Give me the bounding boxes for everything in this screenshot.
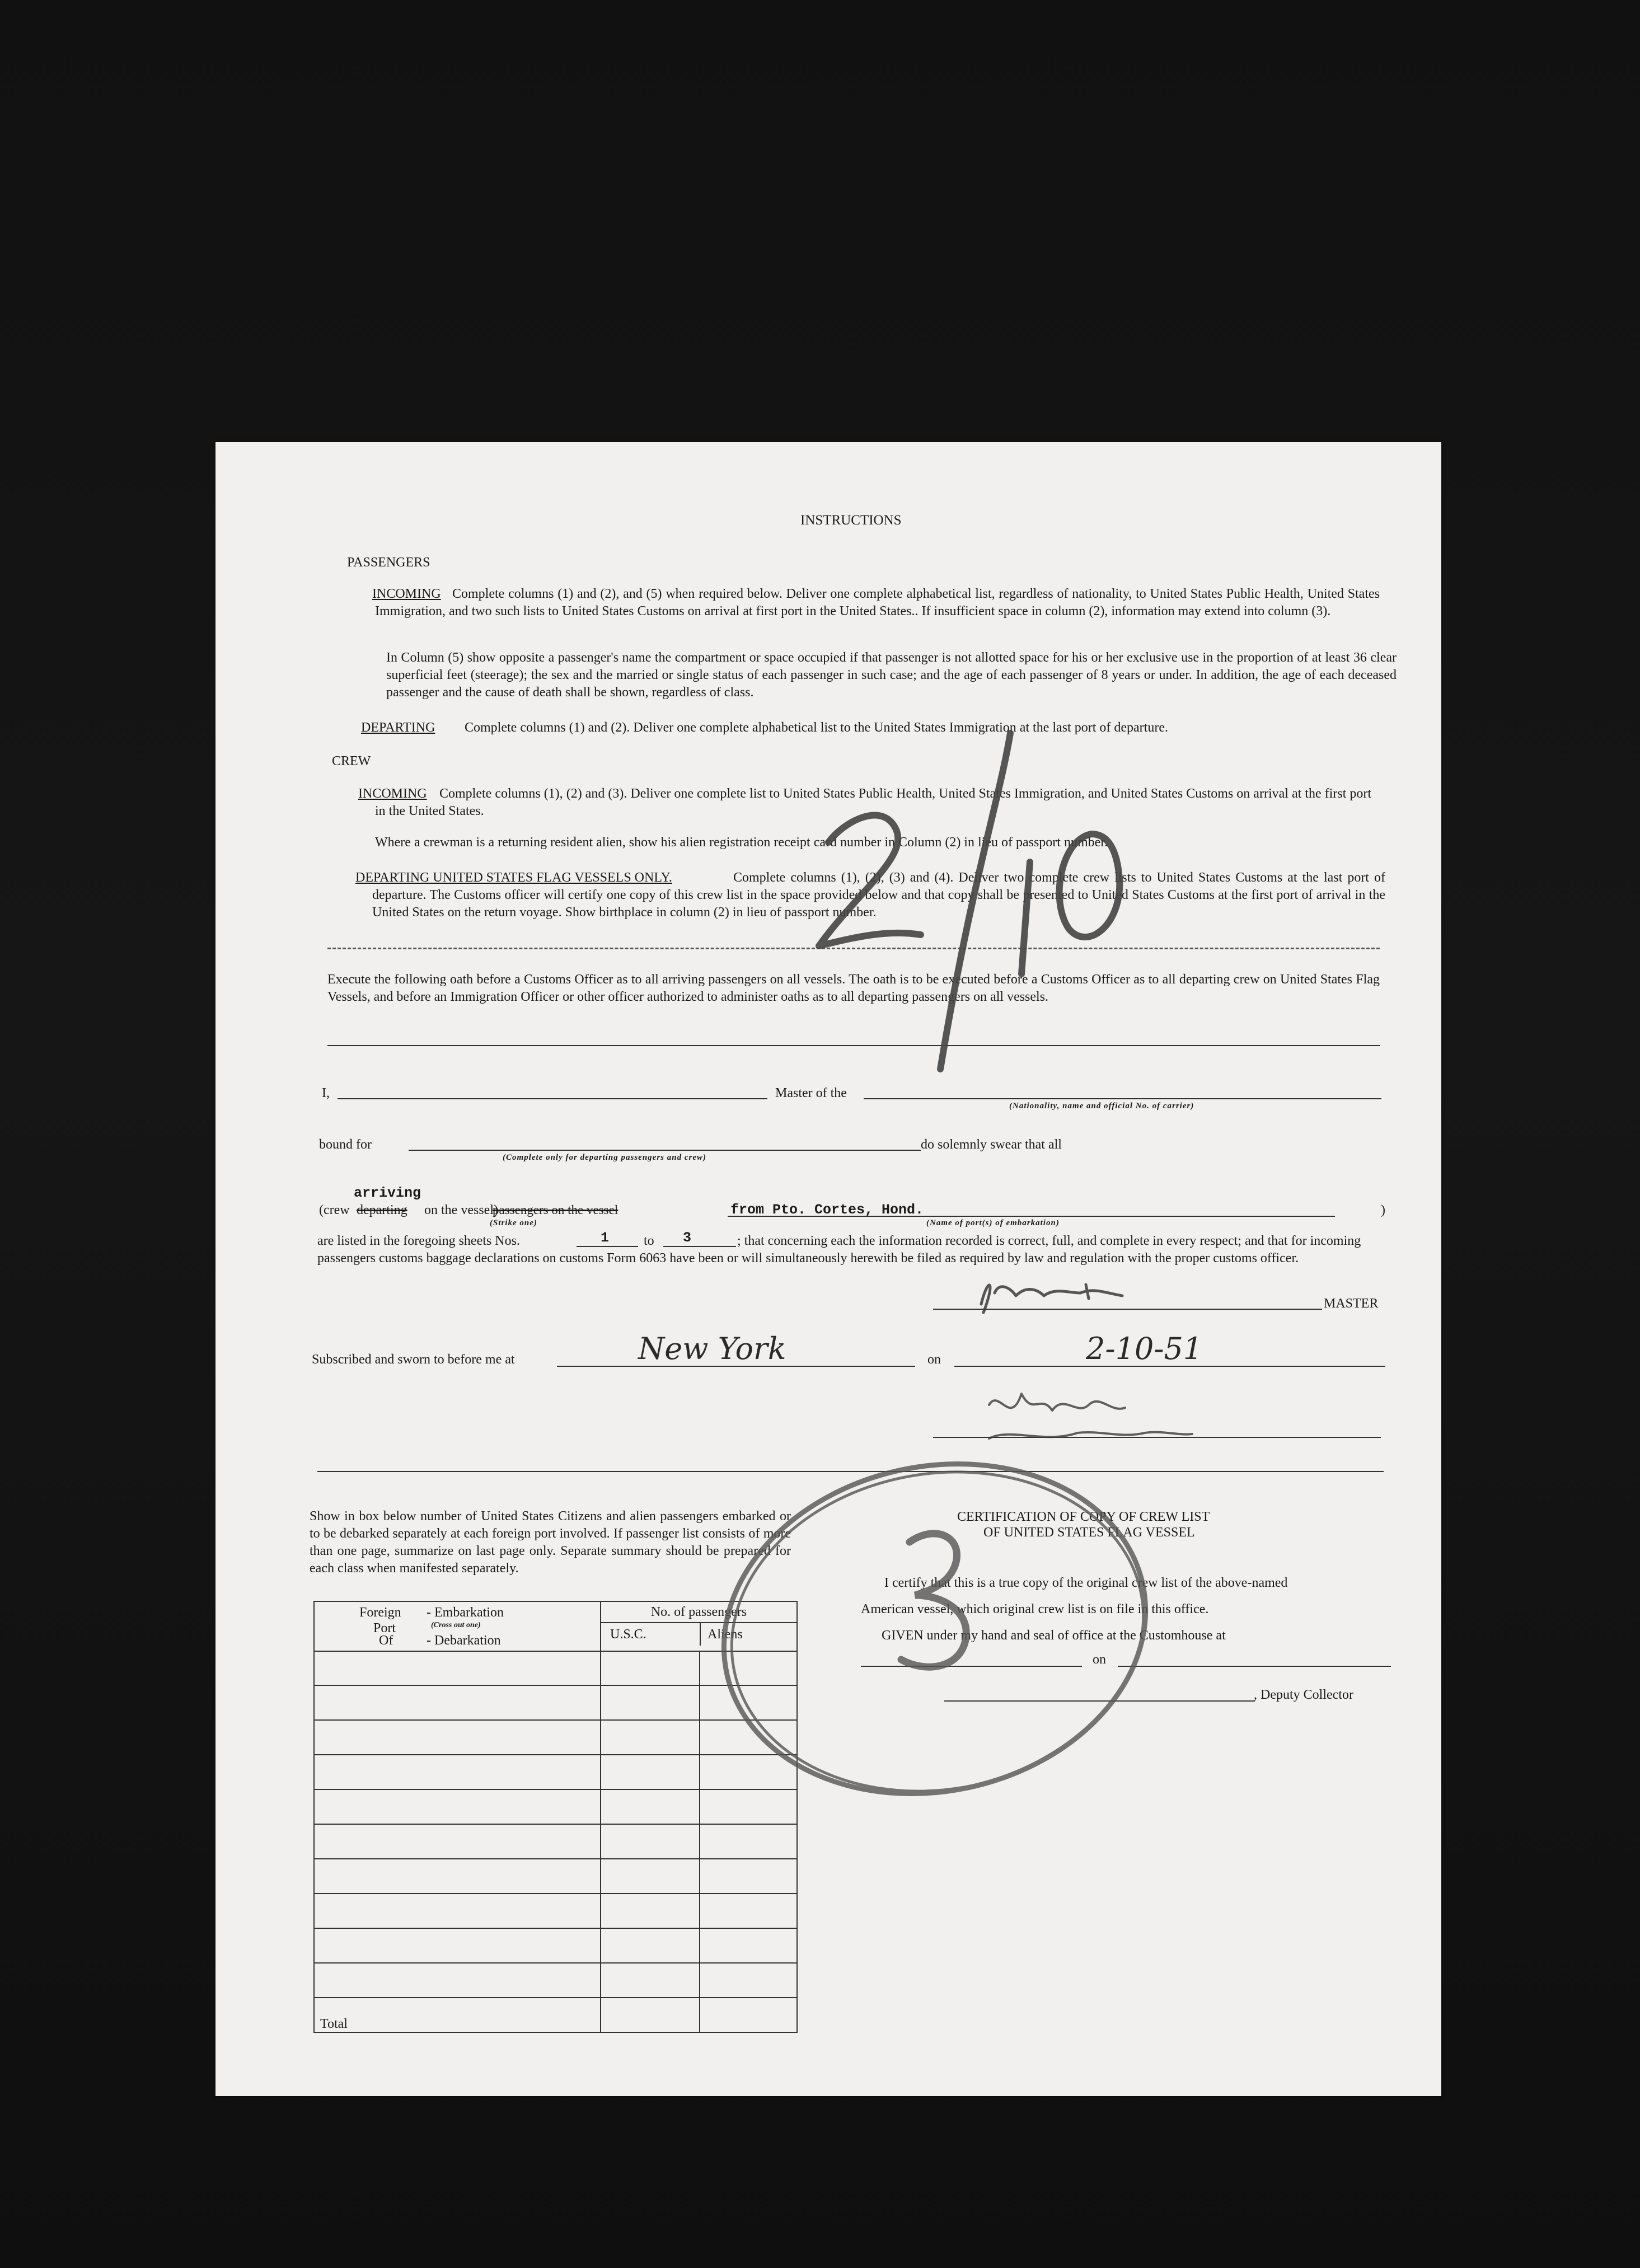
table-row bbox=[314, 1685, 797, 1720]
port-cell[interactable] bbox=[314, 1685, 601, 1720]
aliens-total-cell[interactable] bbox=[700, 1998, 797, 2032]
table-row bbox=[314, 1928, 797, 1963]
oath-i-label: I, bbox=[322, 1086, 330, 1100]
certify-text: I certify that this is a true copy of the original crew list of the above-named bbox=[884, 1576, 1288, 1590]
passengers-departing-label: DEPARTING bbox=[361, 720, 435, 735]
embarkation-port-typed: from Pto. Cortes, Hond. bbox=[730, 1202, 924, 1218]
usc-cell[interactable] bbox=[601, 1928, 700, 1963]
aliens-cell[interactable] bbox=[700, 1755, 797, 1789]
crew-open-paren: (crew bbox=[319, 1203, 350, 1217]
deputy-signature-line bbox=[944, 1700, 1255, 1702]
usc-cell[interactable] bbox=[601, 1720, 700, 1755]
certification-title-1: CERTIFICATION OF COPY OF CREW LIST bbox=[957, 1510, 1210, 1524]
oath-bottom-divider bbox=[317, 1471, 1384, 1472]
passengers-struck: passengers on the vessel bbox=[493, 1203, 618, 1217]
usc-label: U.S.C. bbox=[601, 1623, 701, 1646]
passengers-incoming-label: INCOMING bbox=[372, 587, 441, 601]
document-page bbox=[215, 442, 1441, 2096]
aliens-cell[interactable] bbox=[700, 1963, 797, 1998]
close-paren: ) bbox=[1381, 1203, 1385, 1217]
to-word: to bbox=[644, 1234, 654, 1248]
port-cell[interactable] bbox=[314, 1651, 601, 1686]
solemnly-swear-text: do solemnly swear that all bbox=[921, 1137, 1062, 1152]
nationality-caption: (Nationality, name and official No. of carrier) bbox=[1009, 1102, 1194, 1110]
on-vessel-text: on the vessel) bbox=[424, 1203, 498, 1217]
table-header-row bbox=[314, 1601, 797, 1651]
passengers-column5-text: In Column (5) show opposite a passenger's name the compartment or space occupied if that passenger is not allotted space for his or her exclusive use in the proportion of at least 36 clear superficial feet (steerage); the sex and the married or single status of each passenger in such case; and the age of each passenger of 8 years or under. In addition, the age of each deceased passenger and the cause of death shall be shown, regardless of class. bbox=[386, 650, 1397, 700]
carrier-line bbox=[864, 1098, 1381, 1099]
officer-signature bbox=[989, 1394, 1192, 1438]
total-label: Total bbox=[314, 1998, 601, 2032]
usc-cell[interactable] bbox=[601, 1685, 700, 1720]
aliens-cell[interactable] bbox=[700, 1720, 797, 1755]
bound-for-line bbox=[409, 1150, 921, 1151]
aliens-cell[interactable] bbox=[700, 1651, 797, 1686]
crew-departing-text: Complete columns (1), (2), (3) and (4). Deliver two complete crew lists to United States Customs at the last port of departure. The Customs officer will certify one copy of this crew list in the space provided below and that copy shall be presented to United States Customs at the first port of arrival in the United States on the return voyage. Show birthplace in column (2) in lieu of passport number. bbox=[372, 870, 1385, 920]
page-title: INSTRUCTIONS bbox=[800, 513, 902, 528]
usc-cell[interactable] bbox=[601, 1651, 700, 1686]
cert-date-line bbox=[1118, 1666, 1391, 1667]
debarkation-label: - Debarkation bbox=[427, 1633, 501, 1648]
sheet-from-value: 1 bbox=[601, 1230, 610, 1246]
port-cell[interactable] bbox=[314, 1755, 601, 1789]
embarkation-label: - Embarkation bbox=[427, 1605, 504, 1620]
officer-signature-line bbox=[933, 1437, 1381, 1438]
master-signature-line bbox=[933, 1309, 1322, 1310]
port-label: Port bbox=[373, 1621, 396, 1636]
on-word: on bbox=[927, 1352, 941, 1367]
port-cell[interactable] bbox=[314, 1894, 601, 1928]
oath-divider bbox=[327, 1045, 1380, 1046]
usc-cell[interactable] bbox=[601, 1755, 700, 1789]
usc-cell[interactable] bbox=[601, 1824, 700, 1859]
aliens-cell[interactable] bbox=[700, 1789, 797, 1824]
usc-cell[interactable] bbox=[601, 1963, 700, 1998]
subscribed-text: Subscribed and sworn to before me at bbox=[312, 1352, 515, 1367]
port-cell[interactable] bbox=[314, 1928, 601, 1963]
usc-cell[interactable] bbox=[601, 1859, 700, 1894]
crew-heading: CREW bbox=[332, 754, 371, 769]
oath-intro: Execute the following oath before a Customs Officer as to all arriving passengers on all vessels. The oath is to be executed before a Customs Officer as to all departing crew on United States Flag Vessels, and before an Immigration Officer or other officer authorized to administer oaths as to all departing passengers on all vessels. bbox=[327, 972, 1380, 1004]
table-row bbox=[314, 1963, 797, 1998]
table-row bbox=[314, 1894, 797, 1928]
ports-caption: (Name of port(s) of embarkation) bbox=[926, 1219, 1060, 1227]
table-row bbox=[314, 1651, 797, 1686]
date-handwritten: 2-10-51 bbox=[1086, 1331, 1203, 1366]
no-of-passengers-label: No. of passengers bbox=[601, 1602, 796, 1623]
crew-departing-label: DEPARTING UNITED STATES FLAG VESSELS ONLY. bbox=[355, 870, 672, 885]
given-text: GIVEN under my hand and seal of office at the Customhouse at bbox=[882, 1628, 1226, 1643]
cross-out-caption: (Cross out one) bbox=[431, 1621, 481, 1629]
port-header-cell bbox=[314, 1601, 601, 1651]
aliens-cell[interactable] bbox=[700, 1824, 797, 1859]
port-cell[interactable] bbox=[314, 1720, 601, 1755]
aliens-cell[interactable] bbox=[700, 1894, 797, 1928]
embarkation-line bbox=[728, 1216, 1335, 1217]
cert-on-word: on bbox=[1093, 1652, 1106, 1667]
vessel-text: American vessel, which original crew list is on file in this office. bbox=[861, 1602, 1209, 1616]
usc-cell[interactable] bbox=[601, 1894, 700, 1928]
usc-cell[interactable] bbox=[601, 1789, 700, 1824]
crew-resident-text: Where a crewman is a returning resident alien, show his alien registration receipt card number in Column (2) in lieu of passport number. bbox=[375, 835, 1108, 850]
port-cell[interactable] bbox=[314, 1824, 601, 1859]
passenger-summary-table bbox=[313, 1601, 798, 2033]
listed-text-a: are listed in the foregoing sheets Nos. bbox=[317, 1234, 520, 1248]
table-row bbox=[314, 1755, 797, 1789]
table-total-row bbox=[314, 1998, 797, 2032]
master-of-label: Master of the bbox=[775, 1086, 847, 1100]
aliens-cell[interactable] bbox=[700, 1928, 797, 1963]
foreign-label: Foreign bbox=[359, 1605, 401, 1620]
departing-struck: departing bbox=[357, 1203, 407, 1217]
arriving-typed: arriving bbox=[354, 1185, 421, 1201]
of-label: Of bbox=[379, 1633, 393, 1648]
aliens-label: Aliens bbox=[707, 1627, 743, 1642]
crew-incoming-label: INCOMING bbox=[358, 786, 427, 801]
customhouse-line bbox=[861, 1666, 1082, 1667]
passengers-incoming-text: Complete columns (1) and (2), and (5) when required below. Deliver one complete alphabetical list, regardless of nationality, to United States Public Health, United States Immigration, and two such lists to United States Customs on arrival at first port in the United States.. If insufficient space in column (2), information may extend into column (3). bbox=[375, 587, 1380, 618]
port-cell[interactable] bbox=[314, 1789, 601, 1824]
listed-text-b: ; that concerning each the information recorded is correct, full, and complete in every respect; and that for incoming passengers customs baggage declarations on customs Form 6063 have been or will simultaneously herewith be filed as required by law and regulation with the proper customs officer. bbox=[317, 1234, 1361, 1266]
deputy-collector-label: , Deputy Collector bbox=[1254, 1688, 1353, 1702]
bound-for-caption: (Complete only for departing passengers and crew) bbox=[503, 1153, 706, 1162]
master-name-line bbox=[338, 1098, 767, 1099]
strike-one-caption: (Strike one) bbox=[490, 1219, 537, 1227]
circled-3-mark bbox=[901, 1534, 966, 1667]
table-row bbox=[314, 1789, 797, 1824]
sheet-to-value: 3 bbox=[683, 1230, 692, 1246]
usc-total-cell[interactable] bbox=[601, 1998, 700, 2032]
port-cell[interactable] bbox=[314, 1963, 601, 1998]
section-divider bbox=[327, 948, 1380, 949]
aliens-cell[interactable] bbox=[700, 1685, 797, 1720]
bound-for-label: bound for bbox=[319, 1137, 372, 1152]
table-row bbox=[314, 1824, 797, 1859]
passengers-departing-text: Complete columns (1) and (2). Deliver one complete alphabetical list to the United States Immigration at the last port of departure. bbox=[465, 720, 1168, 735]
crew-incoming-text: Complete columns (1), (2) and (3). Deliver one complete list to United States Public Health, United States Immigration, and United States Customs on arrival at the first port in the United States. bbox=[375, 786, 1371, 818]
place-handwritten: New York bbox=[638, 1331, 786, 1366]
table-row bbox=[314, 1859, 797, 1894]
port-cell[interactable] bbox=[314, 1859, 601, 1894]
master-label: MASTER bbox=[1324, 1296, 1379, 1311]
aliens-cell[interactable] bbox=[700, 1859, 797, 1894]
summary-instructions: Show in box below number of United States Citizens and alien passengers embarked or to be debarked separately at each foreign port involved. If passenger list consists of more than one page, summarize on last page only. Separate summary should be prepared for each class when manifested separately. bbox=[310, 1509, 791, 1576]
certification-title-2: OF UNITED STATES FLAG VESSEL bbox=[983, 1525, 1195, 1540]
passengers-heading: PASSENGERS bbox=[347, 555, 430, 570]
table-row bbox=[314, 1720, 797, 1755]
passengers-header-cell bbox=[601, 1601, 797, 1651]
